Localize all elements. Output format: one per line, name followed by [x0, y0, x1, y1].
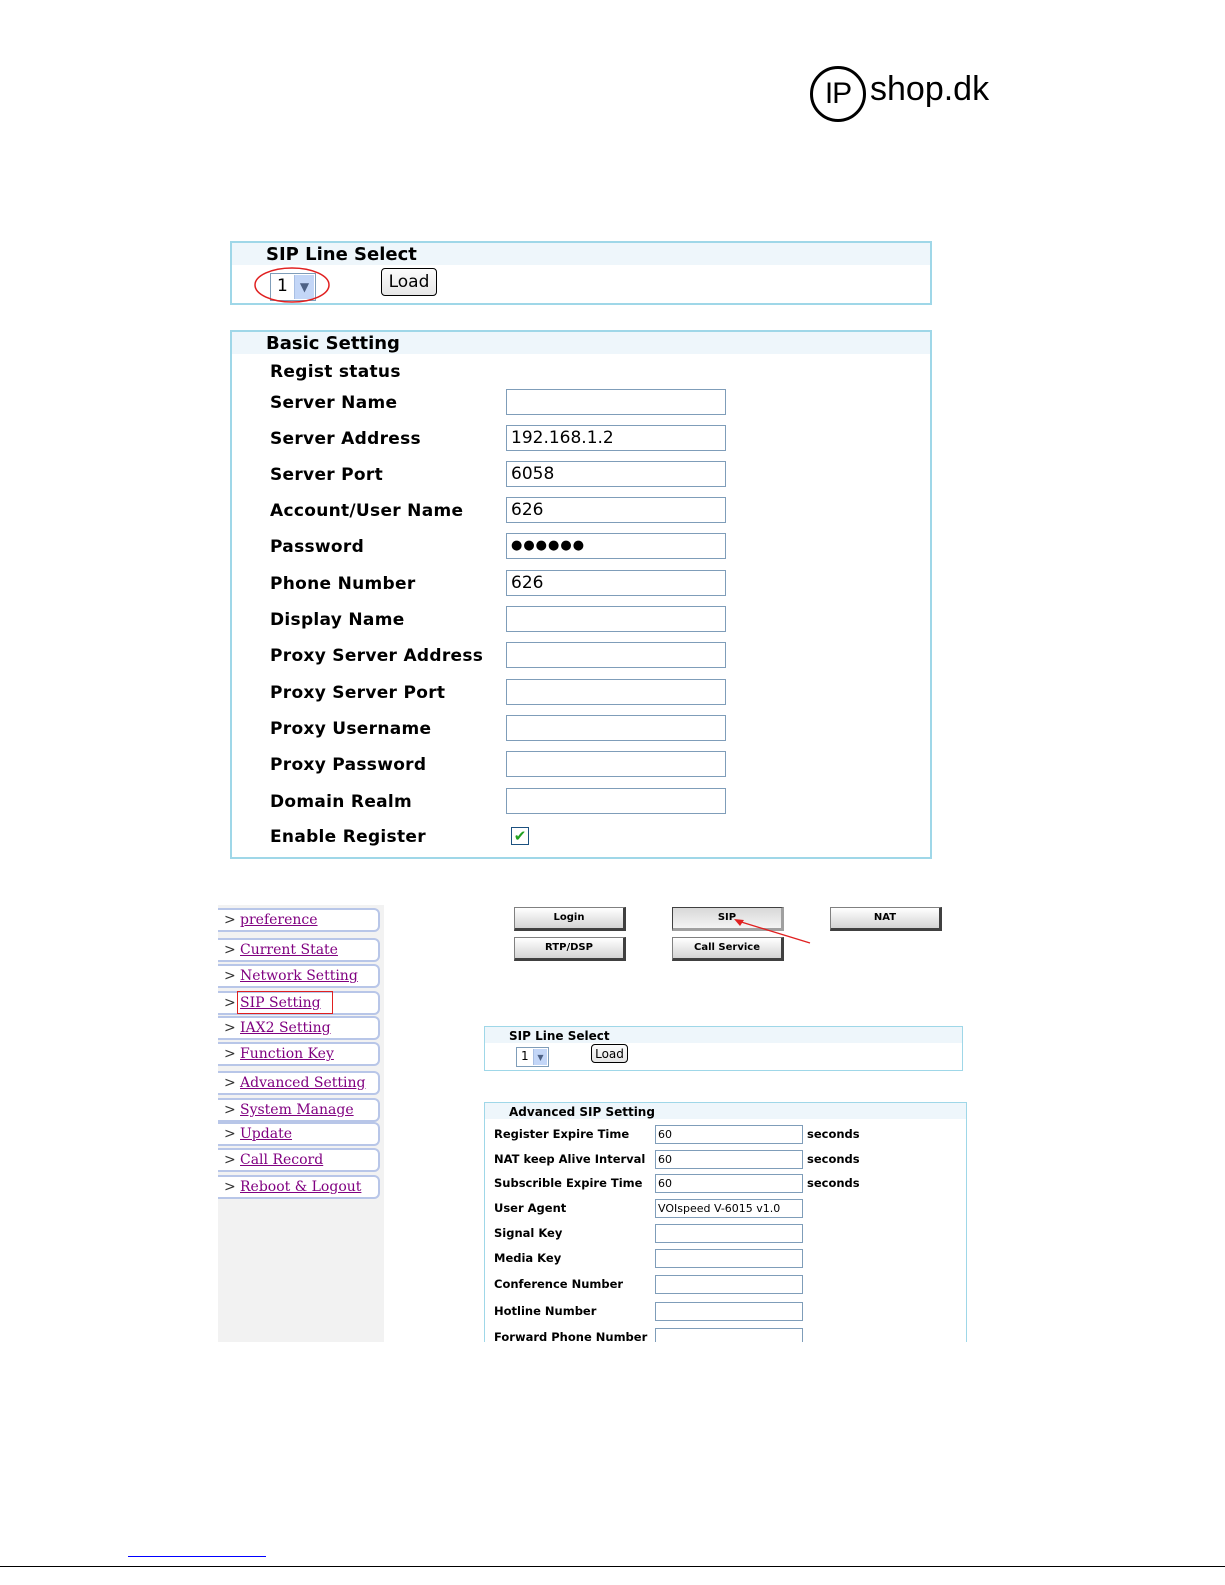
signal-key-input[interactable] [655, 1224, 803, 1243]
ipshop-logo [810, 66, 1010, 126]
sidebar-link[interactable]: System Manage [240, 1102, 354, 1118]
nat-keep-alive-input[interactable]: 60 [655, 1150, 803, 1169]
sidebar-link[interactable]: Call Record [240, 1152, 324, 1168]
field-label: Server Address [270, 429, 421, 449]
regist-status-label: Regist status [270, 362, 401, 382]
highlight-ellipse [252, 265, 332, 305]
phone-number-input[interactable]: 626 [506, 570, 726, 596]
field-label: Domain Realm [270, 792, 413, 812]
server-address-input[interactable]: 192.168.1.2 [506, 425, 726, 451]
chevron-right-icon: > [224, 1020, 236, 1036]
chevron-right-icon: > [224, 912, 236, 928]
sidebar-item-function-key[interactable] [218, 1042, 380, 1066]
field-label: Proxy Server Address [270, 646, 484, 666]
field-label: Display Name [270, 610, 405, 630]
conference-number-input[interactable] [655, 1275, 803, 1294]
small-sip-line-select-panel [484, 1026, 963, 1071]
field-label: Forward Phone Number [494, 1330, 648, 1342]
sip-line-select-panel [230, 241, 932, 305]
logo-text: shop.dk [870, 70, 990, 108]
field-label: Signal Key [494, 1226, 563, 1240]
field-label: Proxy Server Port [270, 683, 446, 703]
sidebar [218, 905, 384, 1342]
proxy-username-input[interactable] [506, 715, 726, 741]
chevron-right-icon: > [224, 968, 236, 984]
password-input[interactable]: ●●●●●● [506, 533, 726, 559]
field-label: Register Expire Time [494, 1127, 630, 1141]
register-expire-time-input[interactable]: 60 [655, 1125, 803, 1144]
load-button[interactable]: Load [381, 268, 437, 296]
sidebar-item-advanced-setting[interactable] [218, 1071, 380, 1095]
proxy-server-address-input[interactable] [506, 642, 726, 668]
embedded-screenshot [218, 905, 988, 1342]
account-username-input[interactable]: 626 [506, 497, 726, 523]
sip-button[interactable]: SIP [672, 907, 784, 931]
sidebar-item-sip-setting[interactable] [218, 991, 380, 1015]
display-name-input[interactable] [506, 606, 726, 632]
logo-badge-text: IP [824, 77, 852, 110]
field-label: Hotline Number [494, 1304, 597, 1318]
sidebar-item-network-setting[interactable] [218, 964, 380, 988]
chevron-down-icon: ▼ [294, 275, 314, 299]
sidebar-link[interactable]: IAX2 Setting [240, 1020, 331, 1036]
sidebar-link[interactable]: Current State [240, 942, 338, 958]
sip-line-dropdown-value: 1 [277, 276, 288, 296]
footnote-divider [128, 1556, 266, 1557]
advanced-sip-setting-title: Advanced SIP Setting [485, 1103, 966, 1119]
highlight-box [237, 991, 333, 1014]
proxy-server-port-input[interactable] [506, 679, 726, 705]
chevron-down-icon: ▼ [533, 1049, 547, 1065]
call-service-button[interactable]: Call Service [672, 937, 784, 961]
chevron-right-icon: > [224, 995, 236, 1011]
basic-setting-title: Basic Setting [232, 332, 930, 354]
proxy-password-input[interactable] [506, 751, 726, 777]
enable-register-label: Enable Register [270, 827, 426, 847]
field-label: Password [270, 537, 365, 557]
subscrible-expire-time-input[interactable]: 60 [655, 1174, 803, 1193]
chevron-right-icon: > [224, 942, 236, 958]
sidebar-link[interactable]: preference [240, 912, 318, 928]
sidebar-link[interactable]: Function Key [240, 1046, 334, 1062]
unit-label: seconds [807, 1176, 860, 1190]
enable-register-checkbox[interactable] [511, 827, 529, 845]
chevron-right-icon: > [224, 1152, 236, 1168]
field-label: Account/User Name [270, 501, 464, 521]
nat-button[interactable]: NAT [830, 907, 942, 931]
sidebar-item-preference[interactable] [218, 908, 380, 932]
field-label: Phone Number [270, 574, 416, 594]
rtp-dsp-button[interactable]: RTP/DSP [514, 937, 626, 961]
sidebar-link[interactable]: Advanced Setting [240, 1075, 366, 1091]
sip-line-select-title: SIP Line Select [232, 243, 930, 265]
small-load-button[interactable]: Load [591, 1044, 628, 1063]
sidebar-item-update[interactable] [218, 1122, 380, 1146]
sidebar-item-reboot-logout[interactable] [218, 1175, 380, 1199]
field-label: Subscrible Expire Time [494, 1176, 643, 1190]
forward-phone-number-input[interactable] [655, 1328, 803, 1342]
check-icon: ✔ [513, 827, 527, 845]
chevron-right-icon: > [224, 1046, 236, 1062]
field-label: Media Key [494, 1251, 562, 1265]
small-sip-line-select-title: SIP Line Select [485, 1027, 962, 1043]
user-agent-input[interactable]: VOIspeed V-6015 v1.0 [655, 1199, 803, 1218]
field-label: Proxy Password [270, 755, 427, 775]
sidebar-item-system-manage[interactable] [218, 1098, 380, 1122]
sidebar-link[interactable]: SIP Setting [240, 995, 321, 1011]
unit-label: seconds [807, 1152, 860, 1166]
logo-badge [810, 66, 866, 122]
sidebar-item-iax2-setting[interactable] [218, 1016, 380, 1040]
small-sip-line-dropdown-value: 1 [521, 1049, 529, 1063]
chevron-right-icon: > [224, 1179, 236, 1195]
media-key-input[interactable] [655, 1249, 803, 1268]
page-bottom-rule [0, 1566, 1225, 1567]
chevron-right-icon: > [224, 1126, 236, 1142]
sidebar-link[interactable]: Network Setting [240, 968, 358, 984]
field-label: Conference Number [494, 1277, 624, 1291]
server-port-input[interactable]: 6058 [506, 461, 726, 487]
login-button[interactable]: Login [514, 907, 626, 931]
advanced-sip-setting-panel [484, 1102, 967, 1342]
domain-realm-input[interactable] [506, 788, 726, 814]
chevron-right-icon: > [224, 1102, 236, 1118]
sidebar-link[interactable]: Reboot & Logout [240, 1179, 362, 1195]
small-sip-line-dropdown[interactable] [516, 1047, 549, 1067]
field-label: Server Port [270, 465, 384, 485]
field-label: NAT keep Alive Interval [494, 1152, 646, 1166]
server-name-input[interactable] [506, 389, 726, 415]
field-label: User Agent [494, 1201, 567, 1215]
basic-setting-panel [230, 330, 932, 859]
sidebar-link[interactable]: Update [240, 1126, 292, 1142]
unit-label: seconds [807, 1127, 860, 1141]
hotline-number-input[interactable] [655, 1302, 803, 1321]
pointer-arrow [728, 913, 818, 949]
sidebar-item-call-record[interactable] [218, 1148, 380, 1172]
field-label: Server Name [270, 393, 398, 413]
field-label: Proxy Username [270, 719, 432, 739]
sidebar-item-current-state[interactable] [218, 938, 380, 962]
chevron-right-icon: > [224, 1075, 236, 1091]
